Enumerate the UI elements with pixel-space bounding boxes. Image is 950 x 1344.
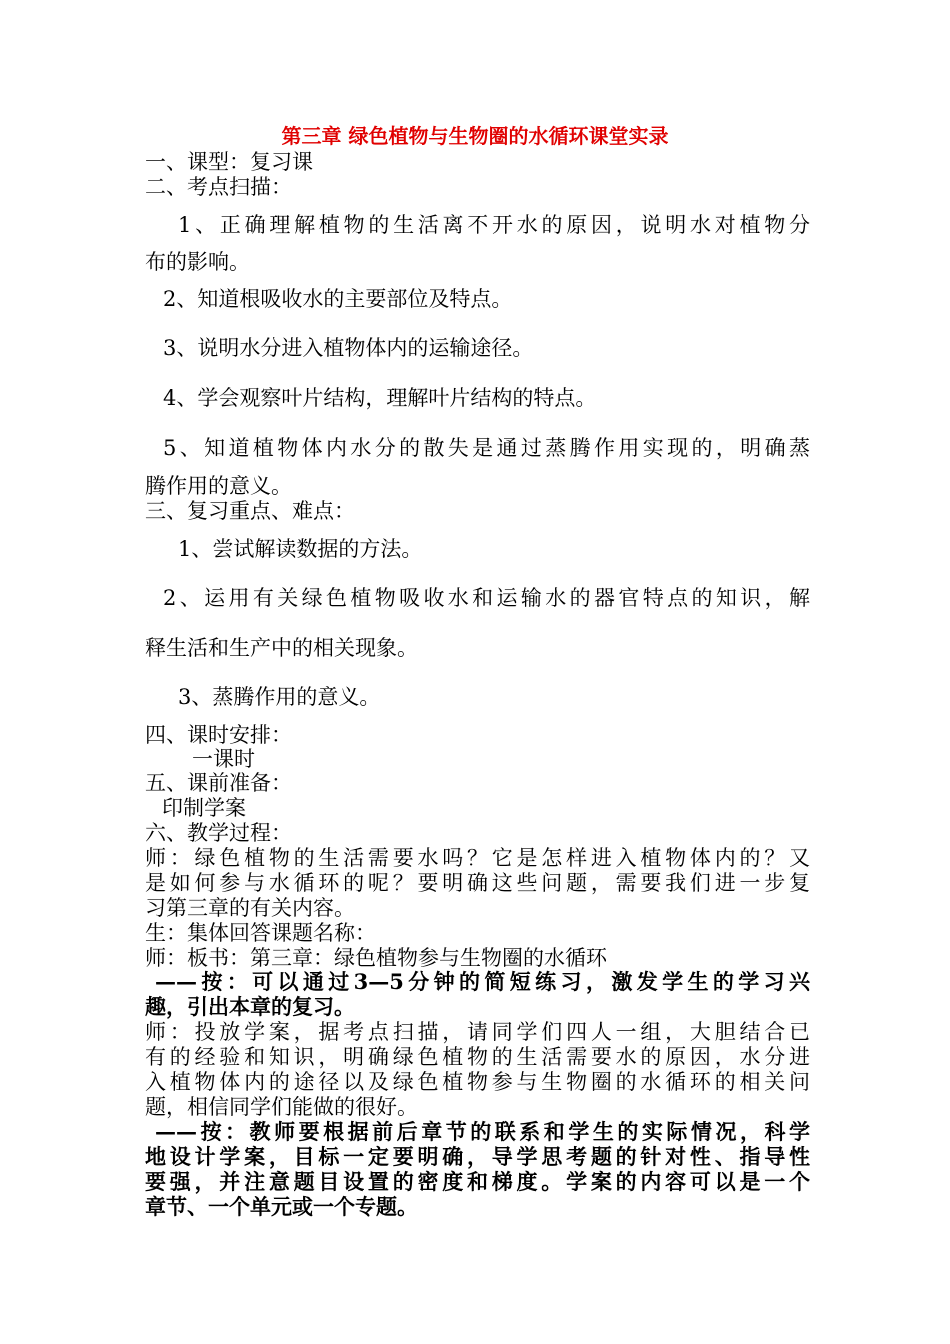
section-teaching-process: 六、教学过程： [145, 821, 292, 845]
key-point-1: 1、尝试解读数据的方法。 [178, 537, 423, 561]
exam-point-1-line-1: 1、正确理解植物的生活离不开水的原因，说明水对植物分 [178, 213, 810, 237]
teacher-line-3c: 入植物体内的途径以及绿色植物参与生物圈的水循环的相关问 [145, 1070, 810, 1094]
exam-point-5-line-1: 5、知道植物体内水分的散失是通过蒸腾作用实现的，明确蒸 [163, 436, 810, 460]
teacher-line-2: 师：板书：第三章：绿色植物参与生物圈的水循环 [145, 946, 607, 970]
schedule-value: 一课时 [192, 747, 255, 771]
document-title: 第三章 绿色植物与生物圈的水循环课堂实录 [281, 124, 669, 148]
key-point-3: 3、蒸腾作用的意义。 [178, 685, 381, 709]
exam-point-5-line-2: 腾作用的意义。 [145, 474, 292, 498]
teacher-line-1a: 师：绿色植物的生活需要水吗？它是怎样进入植物体内的？又 [145, 846, 810, 870]
note-2-line-c: 要强，并注意题目设置的密度和梯度。学案的内容可以是一个 [145, 1169, 810, 1194]
teacher-line-3d: 题，相信同学们能做的很好。 [145, 1095, 418, 1119]
teacher-line-3a: 师：投放学案，据考点扫描，请同学们四人一组，大胆结合已 [145, 1020, 810, 1044]
note-2-line-a: ——按：教师要根据前后章节的联系和学生的实际情况，科学 [155, 1119, 810, 1144]
exam-point-2: 2、知道根吸收水的主要部位及特点。 [163, 287, 513, 311]
key-point-2-line-1: 2、运用有关绿色植物吸收水和运输水的器官特点的知识，解 [163, 586, 810, 610]
note-1-line-b: 趣，引出本章的复习。 [145, 994, 355, 1019]
note-1-line-a: ——按：可以通过3—5分钟的简短练习，激发学生的学习兴 [155, 969, 810, 994]
teacher-line-1b: 是如何参与水循环的呢？要明确这些问题，需要我们进一步复 [145, 871, 810, 895]
section-exam-points: 二、考点扫描： [145, 175, 292, 199]
exam-point-4: 4、学会观察叶片结构，理解叶片结构的特点。 [163, 386, 597, 410]
exam-point-3: 3、说明水分进入植物体内的运输途径。 [163, 336, 534, 360]
section-lesson-type: 一、课型：复习课 [145, 150, 313, 174]
teacher-line-3b: 有的经验和知识，明确绿色植物的生活需要水的原因，水分进 [145, 1045, 810, 1069]
key-point-2-line-2: 释生活和生产中的相关现象。 [145, 636, 418, 660]
section-key-points: 三、复习重点、难点： [145, 499, 355, 523]
section-preparation: 五、课前准备： [145, 771, 292, 795]
student-line-1: 生：集体回答课题名称： [145, 921, 376, 945]
preparation-value: 印制学案 [162, 796, 246, 820]
note-2-line-b: 地设计学案，目标一定要明确，导学思考题的针对性、指导性 [145, 1144, 810, 1169]
teacher-line-1c: 习第三章的有关内容。 [145, 896, 355, 920]
note-2-line-d: 章节、一个单元或一个专题。 [145, 1194, 418, 1219]
exam-point-1-line-2: 布的影响。 [145, 250, 250, 274]
section-schedule: 四、课时安排： [145, 723, 292, 747]
